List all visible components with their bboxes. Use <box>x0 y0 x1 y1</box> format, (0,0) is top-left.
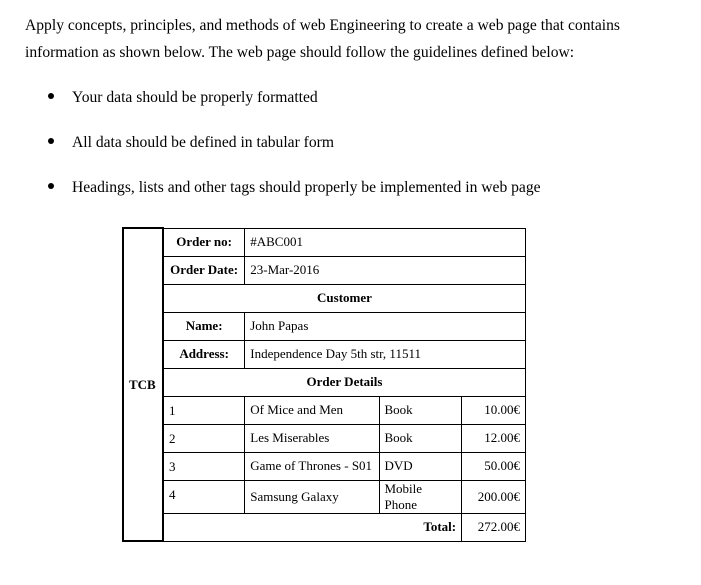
side-label: TCB <box>123 228 163 541</box>
table-row <box>123 228 526 256</box>
item-number: 4 <box>163 480 245 513</box>
item-number: 2 <box>163 424 245 452</box>
item-number: 1 <box>163 396 245 424</box>
order-date-value: 23-Mar-2016 <box>245 256 526 284</box>
total-label: Total: <box>163 513 462 541</box>
item-type: Book <box>379 396 462 424</box>
bullet-icon <box>48 93 54 99</box>
bullet-icon <box>48 138 54 144</box>
address-label: Address: <box>163 340 245 368</box>
table-row <box>123 284 526 312</box>
list-item-text: All data should be defined in tabular form <box>72 134 334 151</box>
table-row <box>123 513 526 541</box>
order-details-heading: Order Details <box>163 368 526 396</box>
order-no-label: Order no: <box>163 228 245 256</box>
table-row <box>123 396 526 424</box>
item-type: Mobile Phone <box>379 480 462 513</box>
item-price: 10.00€ <box>462 396 526 424</box>
item-title: Of Mice and Men <box>245 396 379 424</box>
order-date-label: Order Date: <box>163 256 245 284</box>
item-price: 12.00€ <box>462 424 526 452</box>
item-title: Game of Thrones - S01 <box>245 452 379 480</box>
item-type: Book <box>379 424 462 452</box>
bullet-icon <box>48 183 54 189</box>
list-item-text: Headings, lists and other tags should properly be implemented in web page <box>72 179 541 196</box>
customer-heading: Customer <box>163 284 526 312</box>
item-title: Les Miserables <box>245 424 379 452</box>
table-row <box>123 368 526 396</box>
list-item <box>48 133 334 153</box>
intro-paragraph: Apply concepts, principles, and methods of web Engineering to create a web page that contains information as shown below. The web page should follow the guidelines defined below: <box>25 17 620 61</box>
order-table <box>122 227 526 542</box>
item-price: 200.00€ <box>462 480 526 513</box>
item-type: DVD <box>379 452 462 480</box>
table-row <box>123 424 526 452</box>
table-row <box>123 452 526 480</box>
item-number: 3 <box>163 452 245 480</box>
item-title: Samsung Galaxy <box>245 480 379 513</box>
order-no-value: #ABC001 <box>245 228 526 256</box>
list-item-text: Your data should be properly formatted <box>72 89 318 106</box>
table-row <box>123 312 526 340</box>
table-row <box>123 480 526 513</box>
table-row <box>123 340 526 368</box>
table-row <box>123 256 526 284</box>
list-item <box>48 88 318 108</box>
item-price: 50.00€ <box>462 452 526 480</box>
total-value: 272.00€ <box>462 513 526 541</box>
name-value: John Papas <box>245 312 526 340</box>
address-value: Independence Day 5th str, 11511 <box>245 340 526 368</box>
name-label: Name: <box>163 312 245 340</box>
list-item <box>48 178 541 198</box>
